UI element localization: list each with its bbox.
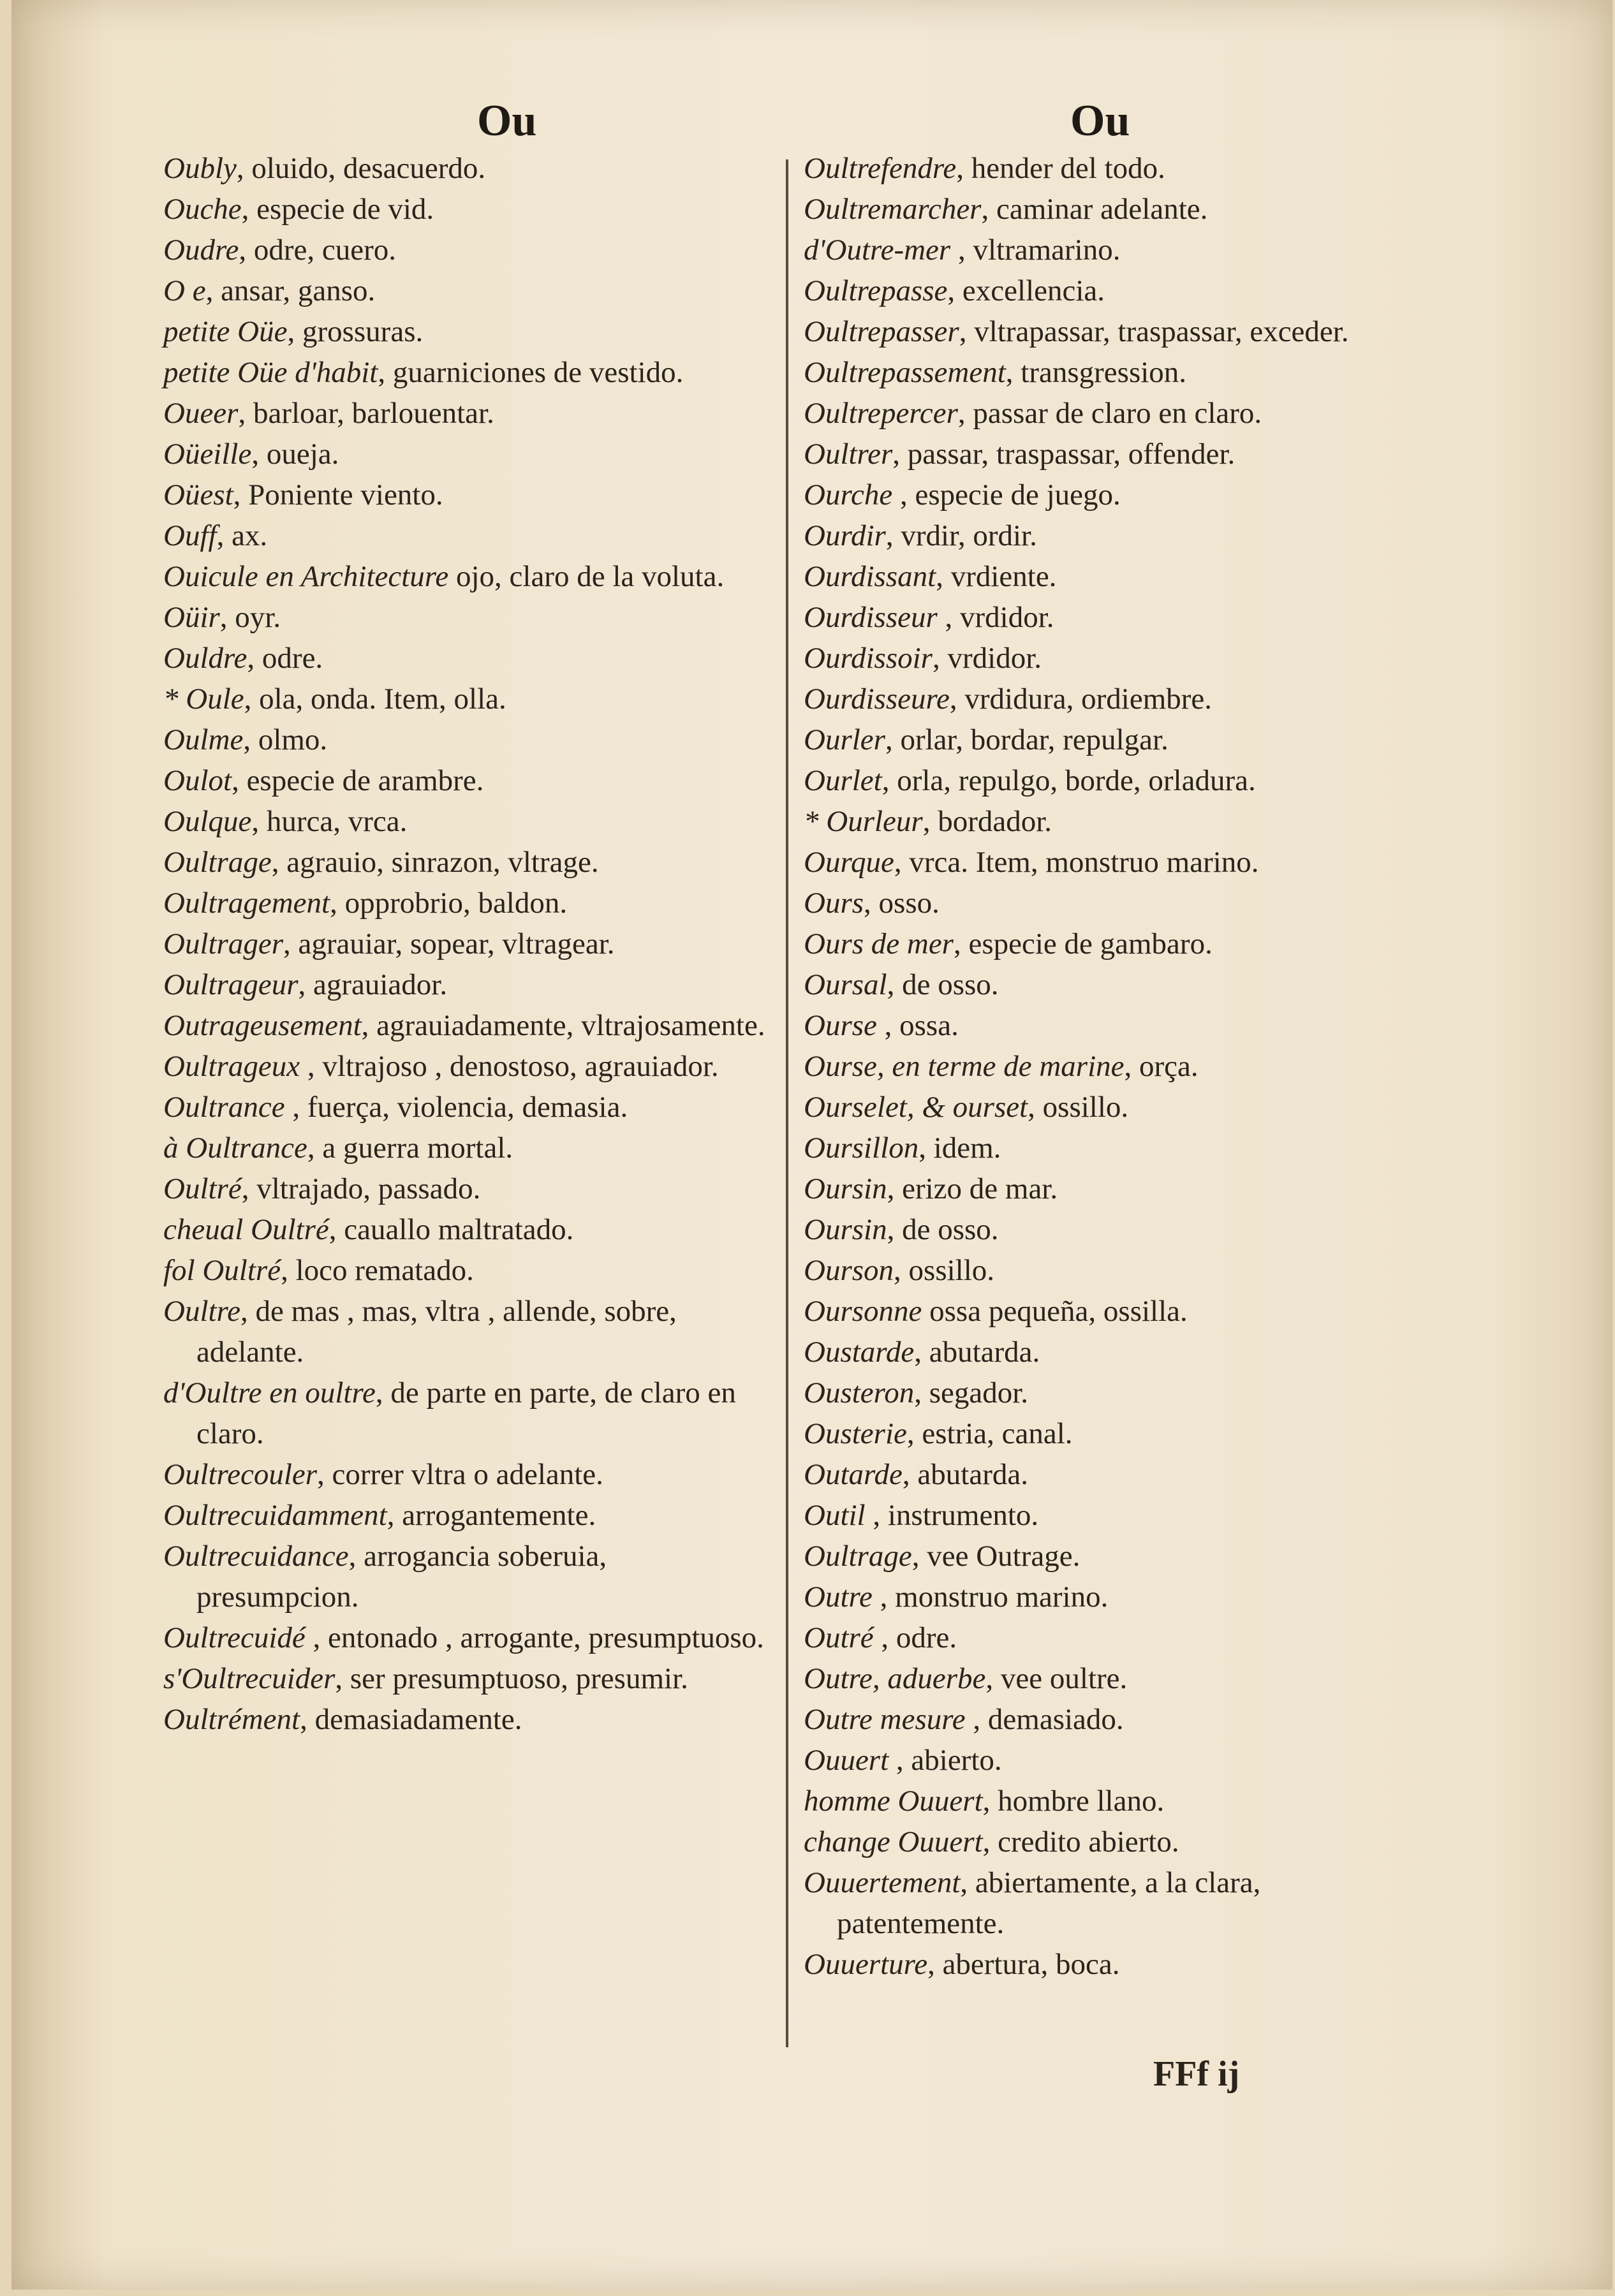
entry-translation: , de parte en parte, de claro en claro. xyxy=(196,1376,736,1450)
entry-headword: Ouuert xyxy=(804,1744,889,1777)
entry-translation: , passar de claro en claro. xyxy=(957,397,1262,430)
entry-translation: , credito abierto. xyxy=(982,1825,1179,1858)
entry-translation: , excellencia. xyxy=(947,274,1105,307)
entry-headword: cheual Oultré xyxy=(163,1213,329,1246)
entry-translation: , cauallo maltratado. xyxy=(328,1213,574,1246)
dictionary-entry xyxy=(804,597,1416,638)
entry-headword: Ourdissant xyxy=(804,560,936,593)
entry-translation: , odre. xyxy=(247,642,323,675)
entry-translation: , caminar adelante. xyxy=(981,193,1208,226)
entry-translation: , ola, onda. Item, olla. xyxy=(244,682,506,716)
dictionary-entry xyxy=(163,1454,776,1495)
dictionary-entry xyxy=(804,1454,1416,1495)
entry-headword: Oursin xyxy=(804,1172,887,1205)
entry-headword: Oultrage xyxy=(804,1540,912,1573)
dictionary-entry xyxy=(804,230,1416,270)
entry-headword: Ourse, en terme de marine xyxy=(804,1050,1125,1083)
entry-translation: , odre. xyxy=(873,1621,957,1654)
entry-headword: Oultrepercer xyxy=(804,397,958,430)
entry-headword: Ourlet xyxy=(804,764,882,797)
entry-headword: Oultrepassement xyxy=(804,356,1006,389)
entry-headword: Ousteron xyxy=(804,1376,915,1409)
dictionary-entry xyxy=(804,1617,1416,1658)
entry-translation: , de osso. xyxy=(887,1213,999,1246)
entry-translation: , abutarda. xyxy=(914,1336,1040,1369)
dictionary-entry xyxy=(804,1536,1416,1577)
dictionary-entry xyxy=(163,189,776,230)
entry-translation: , segador. xyxy=(914,1376,1029,1409)
entry-headword: Outré xyxy=(804,1621,874,1654)
entry-translation: , agrauiador. xyxy=(298,968,448,1001)
entry-headword: Oüest xyxy=(163,478,233,511)
entry-headword: Ourdisseur xyxy=(804,601,938,634)
dictionary-entry xyxy=(804,1168,1416,1209)
entry-translation: , especie de gambaro. xyxy=(953,927,1213,960)
entry-headword: Outre xyxy=(804,1580,873,1614)
entry-headword: Ouche xyxy=(163,193,242,226)
dictionary-entry xyxy=(804,1291,1416,1332)
dictionary-entry xyxy=(804,515,1416,556)
dictionary-entry xyxy=(163,964,776,1005)
entry-translation: , fuerça, violencia, demasia. xyxy=(284,1091,628,1124)
dictionary-entry xyxy=(163,842,776,883)
entry-translation: , vrdir, ordir. xyxy=(885,519,1037,552)
entry-headword: Oulque xyxy=(163,805,252,838)
dictionary-entry xyxy=(163,475,776,515)
entry-translation: , arrogantemente. xyxy=(387,1499,596,1532)
dictionary-entry xyxy=(163,1168,776,1209)
entry-headword: Oultrepasser xyxy=(804,315,959,348)
entry-headword: petite Oüe xyxy=(163,315,288,348)
dictionary-entry xyxy=(804,760,1416,801)
entry-translation: , demasiadamente. xyxy=(300,1703,522,1736)
entry-headword: Ouff xyxy=(163,519,217,552)
entry-translation: ojo, claro de la voluta. xyxy=(448,560,725,593)
dictionary-entry xyxy=(163,1495,776,1536)
entry-headword: Oultragement xyxy=(163,887,330,920)
entry-translation: , arrogancia soberuia, presumpcion. xyxy=(196,1540,607,1614)
dictionary-entry xyxy=(804,475,1416,515)
dictionary-entry xyxy=(163,515,776,556)
entry-translation: , erizo de mar. xyxy=(887,1172,1058,1205)
entry-translation: , de osso. xyxy=(887,968,999,1001)
entry-translation: , vltrajado, passado. xyxy=(241,1172,481,1205)
entry-headword: Ourson xyxy=(804,1254,894,1287)
dictionary-entry xyxy=(804,801,1416,842)
dictionary-entry xyxy=(804,1781,1416,1821)
entry-translation: , odre, cuero. xyxy=(239,233,396,267)
entry-headword: Ours de mer xyxy=(804,927,954,960)
entry-translation: , especie de vid. xyxy=(241,193,434,226)
entry-headword: d'Oultre en oultre xyxy=(163,1376,376,1409)
entry-translation: , ossillo. xyxy=(1028,1091,1129,1124)
entry-translation: , entonado , arrogante, presumptuoso. xyxy=(305,1621,764,1654)
dictionary-entry xyxy=(163,638,776,679)
entry-translation: , vrdidura, ordiembre. xyxy=(949,682,1213,716)
entry-headword: Ouldre xyxy=(163,642,247,675)
dictionary-entry xyxy=(804,1372,1416,1413)
entry-headword: Ourdisseure xyxy=(804,682,950,716)
dictionary-entry xyxy=(804,1577,1416,1617)
entry-translation: , hender del todo. xyxy=(956,152,1165,185)
entry-translation: , guarniciones de vestido. xyxy=(378,356,684,389)
dictionary-entry xyxy=(163,1250,776,1291)
entry-translation: , agrauiar, sopear, vltragear. xyxy=(283,927,615,960)
entry-translation: , vrdidor. xyxy=(937,601,1054,634)
entry-translation: , ansar, ganso. xyxy=(205,274,376,307)
entry-headword: Outrageusement xyxy=(163,1009,362,1042)
entry-translation: , vltrapassar, traspassar, exceder. xyxy=(959,315,1349,348)
entry-translation: , osso. xyxy=(864,887,940,920)
entry-headword: Oultrageux xyxy=(163,1050,300,1083)
entry-headword: Ousterie xyxy=(804,1417,907,1450)
entry-translation: , de mas , mas, vltra , allende, sobre, adelante. xyxy=(196,1295,677,1369)
dictionary-entry xyxy=(163,393,776,434)
entry-headword: Ourque xyxy=(804,846,894,879)
entry-headword: Ourdir xyxy=(804,519,886,552)
entry-headword: fol Oultré xyxy=(163,1254,281,1287)
entry-translation: , abertura, boca. xyxy=(927,1948,1120,1981)
dictionary-entry xyxy=(804,148,1416,189)
entry-headword: Outarde xyxy=(804,1458,903,1491)
dictionary-entry xyxy=(804,883,1416,924)
entry-headword: Ouuerture xyxy=(804,1948,928,1981)
dictionary-entry xyxy=(804,1862,1416,1944)
signature-mark: FFf ij xyxy=(1153,2054,1240,2094)
entry-headword: Oüeille xyxy=(163,438,252,471)
dictionary-entry xyxy=(163,1617,776,1658)
entry-translation: , especie de juego. xyxy=(892,478,1121,511)
running-head-right: Ou xyxy=(1070,96,1130,145)
entry-headword: d'Outre-mer xyxy=(804,233,951,267)
dictionary-entry xyxy=(804,311,1416,352)
entry-headword: Outre mesure xyxy=(804,1703,966,1736)
dictionary-entry xyxy=(163,1291,776,1372)
dictionary-entry xyxy=(163,352,776,393)
entry-headword: Oulot xyxy=(163,764,232,797)
entry-headword: Oultrance xyxy=(163,1091,285,1124)
entry-headword: Ourdissoir xyxy=(804,642,933,675)
entry-translation: , abiertamente, a la clara, patentemente. xyxy=(837,1866,1261,1940)
entry-translation: , abierto. xyxy=(889,1744,1002,1777)
entry-headword: homme Ouuert xyxy=(804,1785,983,1818)
dictionary-entry xyxy=(804,1413,1416,1454)
dictionary-entry xyxy=(804,1495,1416,1536)
entry-translation: , hurca, vrca. xyxy=(251,805,408,838)
entry-headword: O e xyxy=(163,274,206,307)
dictionary-entry xyxy=(163,556,776,597)
entry-headword: Oursillon xyxy=(804,1131,919,1165)
entry-translation: , correr vltra o adelante. xyxy=(317,1458,603,1491)
entry-headword: Ouicule en Architecture xyxy=(163,560,449,593)
entry-translation: , a guerra mortal. xyxy=(307,1131,513,1165)
entry-headword: Oursonne xyxy=(804,1295,922,1328)
entry-headword: Oubly xyxy=(163,152,237,185)
entry-translation: , ossillo. xyxy=(894,1254,995,1287)
entry-headword: Oursal xyxy=(804,968,887,1001)
entry-translation: ossa pequeña, ossilla. xyxy=(922,1295,1188,1328)
entry-headword: Oudre xyxy=(163,233,239,267)
dictionary-entry xyxy=(804,964,1416,1005)
dictionary-entry xyxy=(804,679,1416,719)
dictionary-entry xyxy=(804,352,1416,393)
entry-translation: , opprobrio, baldon. xyxy=(330,887,568,920)
entry-headword: s'Oultrecuider xyxy=(163,1662,336,1695)
entry-headword: Oultrecuidamment xyxy=(163,1499,387,1532)
entry-headword: * Oule xyxy=(163,682,244,716)
entry-headword: Oulme xyxy=(163,723,244,756)
dictionary-entry xyxy=(163,1372,776,1454)
entry-headword: Oueer xyxy=(163,397,239,430)
entry-translation: , hombre llano. xyxy=(982,1785,1165,1818)
entry-translation: , vee oultre. xyxy=(985,1662,1128,1695)
entry-headword: Oultrageur xyxy=(163,968,299,1001)
dictionary-entry xyxy=(163,1209,776,1250)
dictionary-entry xyxy=(804,434,1416,475)
dictionary-entry xyxy=(163,1087,776,1128)
entry-headword: Oultrecuidé xyxy=(163,1621,306,1654)
entry-translation: , vrca. Item, monstruo marino. xyxy=(894,846,1259,879)
dictionary-entry xyxy=(804,924,1416,964)
entry-translation: , orla, repulgo, borde, orladura. xyxy=(881,764,1256,797)
dictionary-entry xyxy=(804,1209,1416,1250)
entry-headword: Oultrer xyxy=(804,438,893,471)
entry-translation: , agrauiadamente, vltrajosamente. xyxy=(361,1009,765,1042)
entry-headword: Oultrager xyxy=(163,927,283,960)
dictionary-entry xyxy=(804,1740,1416,1781)
column-rule xyxy=(786,159,788,2047)
dictionary-entry xyxy=(804,270,1416,311)
entry-headword: Oüir xyxy=(163,601,220,634)
dictionary-entry xyxy=(163,883,776,924)
dictionary-entry xyxy=(804,1699,1416,1740)
dictionary-entry xyxy=(163,679,776,719)
entry-translation: , idem. xyxy=(918,1131,1001,1165)
entry-translation: , oueja. xyxy=(251,438,339,471)
entry-translation: , passar, traspassar, offender. xyxy=(892,438,1235,471)
dictionary-entry xyxy=(163,1128,776,1168)
entry-headword: Ourselet, & ourset xyxy=(804,1091,1028,1124)
dictionary-entry xyxy=(163,760,776,801)
entry-headword: Oultrepasse xyxy=(804,274,948,307)
entry-headword: Oultrément xyxy=(163,1703,300,1736)
right-column xyxy=(804,148,1416,1985)
dictionary-entry xyxy=(804,1658,1416,1699)
entry-headword: Oultrage xyxy=(163,846,272,879)
dictionary-entry xyxy=(804,1087,1416,1128)
entry-translation: , Poniente viento. xyxy=(233,478,443,511)
entry-translation: , ax. xyxy=(216,519,268,552)
entry-headword: Oustarde xyxy=(804,1336,915,1369)
entry-headword: Oursin xyxy=(804,1213,887,1246)
entry-translation: , vrdiente. xyxy=(936,560,1057,593)
entry-translation: , orlar, bordar, repulgar. xyxy=(885,723,1169,756)
entry-translation: , agrauio, sinrazon, vltrage. xyxy=(271,846,599,879)
left-column xyxy=(163,148,776,1740)
dictionary-entry xyxy=(163,311,776,352)
entry-translation: , transgression. xyxy=(1005,356,1187,389)
dictionary-entry xyxy=(804,1821,1416,1862)
entry-headword: Oultré xyxy=(163,1172,242,1205)
entry-translation: , instrumento. xyxy=(865,1499,1039,1532)
entry-translation: , ser presumptuoso, presumir. xyxy=(335,1662,688,1695)
dictionary-entry xyxy=(804,1046,1416,1087)
dictionary-entry xyxy=(804,719,1416,760)
dictionary-entry xyxy=(804,189,1416,230)
entry-translation: , estria, canal. xyxy=(906,1417,1073,1450)
dictionary-page xyxy=(11,0,1612,2290)
entry-translation: , especie de arambre. xyxy=(232,764,484,797)
entry-translation: , vltrajoso , denostoso, agrauiador. xyxy=(300,1050,719,1083)
entry-translation: , grossuras. xyxy=(287,315,424,348)
dictionary-entry xyxy=(163,434,776,475)
dictionary-entry xyxy=(804,638,1416,679)
entry-headword: Oultrecuidance xyxy=(163,1540,349,1573)
dictionary-entry xyxy=(163,924,776,964)
entry-headword: change Ouuert xyxy=(804,1825,983,1858)
entry-translation: , abutarda. xyxy=(902,1458,1028,1491)
entry-headword: Ours xyxy=(804,887,864,920)
entry-headword: Ourler xyxy=(804,723,885,756)
dictionary-entry xyxy=(163,1699,776,1740)
running-head-left: Ou xyxy=(477,96,537,145)
dictionary-entry xyxy=(804,1005,1416,1046)
entry-headword: Ourche xyxy=(804,478,893,511)
entry-headword: * Ourleur xyxy=(804,805,923,838)
dictionary-entry xyxy=(163,148,776,189)
entry-headword: Oultre xyxy=(163,1295,240,1328)
dictionary-entry xyxy=(804,1128,1416,1168)
entry-translation: , ossa. xyxy=(876,1009,959,1042)
dictionary-entry xyxy=(804,556,1416,597)
dictionary-entry xyxy=(163,801,776,842)
dictionary-entry xyxy=(163,1536,776,1617)
dictionary-entry xyxy=(804,1250,1416,1291)
entry-headword: Oultremarcher xyxy=(804,193,982,226)
dictionary-entry xyxy=(804,1944,1416,1985)
dictionary-entry xyxy=(163,719,776,760)
entry-translation: , orça. xyxy=(1124,1050,1198,1083)
dictionary-entry xyxy=(163,230,776,270)
entry-headword: à Oultrance xyxy=(163,1131,307,1165)
entry-headword: petite Oüe d'habit xyxy=(163,356,378,389)
entry-headword: Ourse xyxy=(804,1009,877,1042)
entry-headword: Outre, aduerbe xyxy=(804,1662,986,1695)
entry-headword: Oultrefendre xyxy=(804,152,957,185)
dictionary-entry xyxy=(804,1332,1416,1372)
entry-translation: , bordador. xyxy=(922,805,1052,838)
dictionary-entry xyxy=(163,1046,776,1087)
entry-translation: , vee Outrage. xyxy=(911,1540,1080,1573)
entry-headword: Ouuertement xyxy=(804,1866,961,1899)
entry-translation: , monstruo marino. xyxy=(872,1580,1109,1614)
dictionary-entry xyxy=(163,270,776,311)
entry-translation: , olmo. xyxy=(243,723,328,756)
dictionary-entry xyxy=(804,842,1416,883)
entry-headword: Oultrecouler xyxy=(163,1458,318,1491)
dictionary-entry xyxy=(163,597,776,638)
entry-translation: , vrdidor. xyxy=(932,642,1042,675)
entry-translation: , barloar, barlouentar. xyxy=(238,397,494,430)
dictionary-entry xyxy=(804,393,1416,434)
entry-translation: , oyr. xyxy=(219,601,281,634)
entry-translation: , demasiado. xyxy=(965,1703,1124,1736)
dictionary-entry xyxy=(163,1658,776,1699)
entry-headword: Outil xyxy=(804,1499,866,1532)
entry-translation: , loco rematado. xyxy=(281,1254,474,1287)
entry-translation: , oluido, desacuerdo. xyxy=(236,152,486,185)
dictionary-entry xyxy=(163,1005,776,1046)
entry-translation: , vltramarino. xyxy=(950,233,1121,267)
